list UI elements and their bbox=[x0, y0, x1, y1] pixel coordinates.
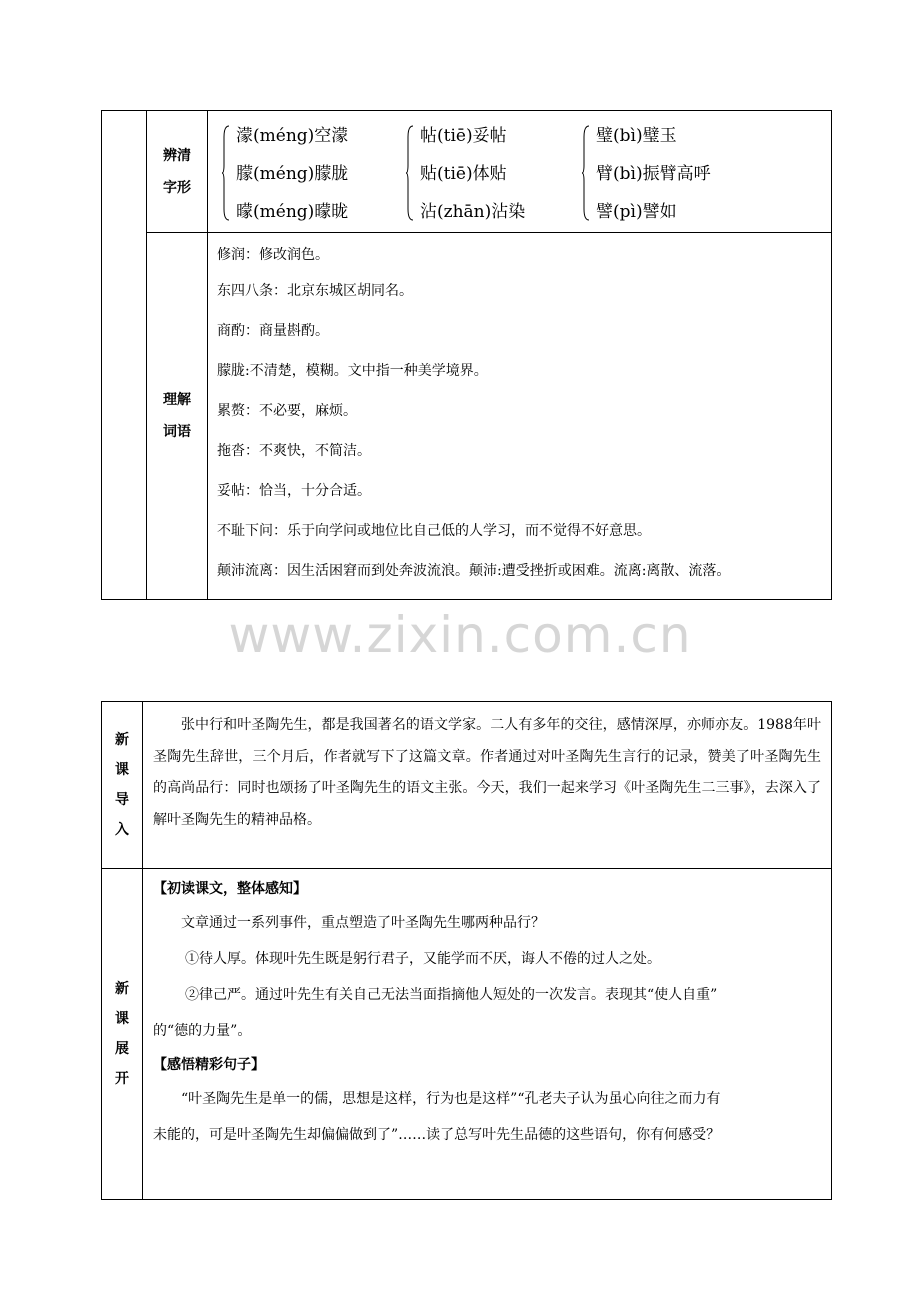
character-groups-cell bbox=[208, 111, 832, 233]
char-entry: 沾(zhān)沾染 bbox=[420, 202, 526, 222]
char-entry: 濛(méng)空濛 bbox=[236, 126, 349, 146]
intro-paragraph: 张中行和叶圣陶先生，都是我国著名的语文学家。二人有多年的交往，感情深厚，亦师亦友。1988年叶圣陶先生辞世，三个月后，作者就写下了这篇文章。作者通过对叶圣陶先生言行的记录，赞美了叶圣陶先生的高尚品行：同时也颂扬了叶圣陶先生的语文主张。今天，我们一起来学习《叶圣陶先生二三事》，去深入了解叶圣陶先生的精神品格。 bbox=[153, 717, 821, 828]
left-brace-icon bbox=[222, 125, 230, 221]
definition-item: 商酌：商量斟酌。 bbox=[217, 323, 329, 339]
vocabulary-table bbox=[101, 110, 832, 600]
distinguish-characters-label: 辨清 字形 bbox=[147, 111, 208, 233]
char-entry: 臂(bì)振臂高呼 bbox=[596, 164, 711, 184]
intro-cell bbox=[143, 702, 832, 869]
definition-item: 不耻下问：乐于向学问或地位比自己低的人学习，而不觉得不好意思。 bbox=[217, 523, 651, 539]
point-item: ②律己严。通过叶先生有关自己无法当面指摘他人短处的一次发言。表现其“使人自重” bbox=[185, 987, 718, 1003]
quote-text: “叶圣陶先生是单一的儒，思想是这样，行为也是这样”“孔老夫子认为虽心向往之而力有 bbox=[181, 1091, 721, 1107]
char-entry: 璧(bì)璧玉 bbox=[596, 126, 677, 146]
definition-item: 累赘：不必要，麻烦。 bbox=[217, 403, 357, 419]
definitions-cell bbox=[208, 233, 832, 600]
quote-text-continued: 未能的，可是叶圣陶先生却偏偏做到了”……读了总写叶先生品德的这些语句，你有何感受？ bbox=[153, 1127, 721, 1143]
lesson-body-cell bbox=[143, 869, 832, 1200]
watermark-text: www.zixin.com.cn bbox=[228, 606, 692, 664]
new-lesson-intro-label: 新 课 导 入 bbox=[102, 702, 143, 869]
char-entry: 帖(tiē)妥帖 bbox=[420, 126, 507, 146]
point-item-continued: 的“德的力量”。 bbox=[153, 1023, 252, 1039]
left-brace-icon bbox=[406, 125, 414, 221]
blank-column-cell bbox=[102, 111, 147, 600]
char-entry: 曚(méng)曚昽 bbox=[236, 202, 349, 222]
point-item: ①待人厚。体现叶先生既是躬行君子，又能学而不厌，诲人不倦的过人之处。 bbox=[185, 951, 661, 967]
definition-item: 颠沛流离：因生活困窘而到处奔波流浪。颠沛:遭受挫折或困难。流离:离散、流落。 bbox=[217, 563, 731, 579]
definition-item: 妥帖：恰当，十分合适。 bbox=[217, 483, 371, 499]
section-heading: 【初读课文，整体感知】 bbox=[153, 881, 307, 897]
definition-item: 拖沓：不爽快，不简洁。 bbox=[217, 443, 371, 459]
char-entry: 贴(tiē)体贴 bbox=[420, 164, 507, 184]
char-entry: 朦(méng)朦胧 bbox=[236, 164, 349, 184]
char-group-tie bbox=[406, 121, 525, 235]
char-entry: 譬(pì)譬如 bbox=[596, 202, 677, 222]
char-group-meng bbox=[222, 121, 348, 235]
definition-item: 朦胧:不清楚，模糊。文中指一种美学境界。 bbox=[217, 363, 488, 379]
question-text: 文章通过一系列事件，重点塑造了叶圣陶先生哪两种品行？ bbox=[181, 915, 545, 931]
new-lesson-develop-label: 新 课 展 开 bbox=[102, 869, 143, 1200]
definition-item: 东四八条：北京东城区胡同名。 bbox=[217, 283, 413, 299]
section-heading: 【感悟精彩句子】 bbox=[153, 1057, 265, 1073]
lesson-table bbox=[101, 701, 832, 1200]
definition-item: 修润：修改润色。 bbox=[217, 247, 329, 263]
understand-words-label: 理解 词语 bbox=[147, 233, 208, 600]
char-group-bi bbox=[582, 121, 711, 235]
left-brace-icon bbox=[582, 125, 590, 221]
